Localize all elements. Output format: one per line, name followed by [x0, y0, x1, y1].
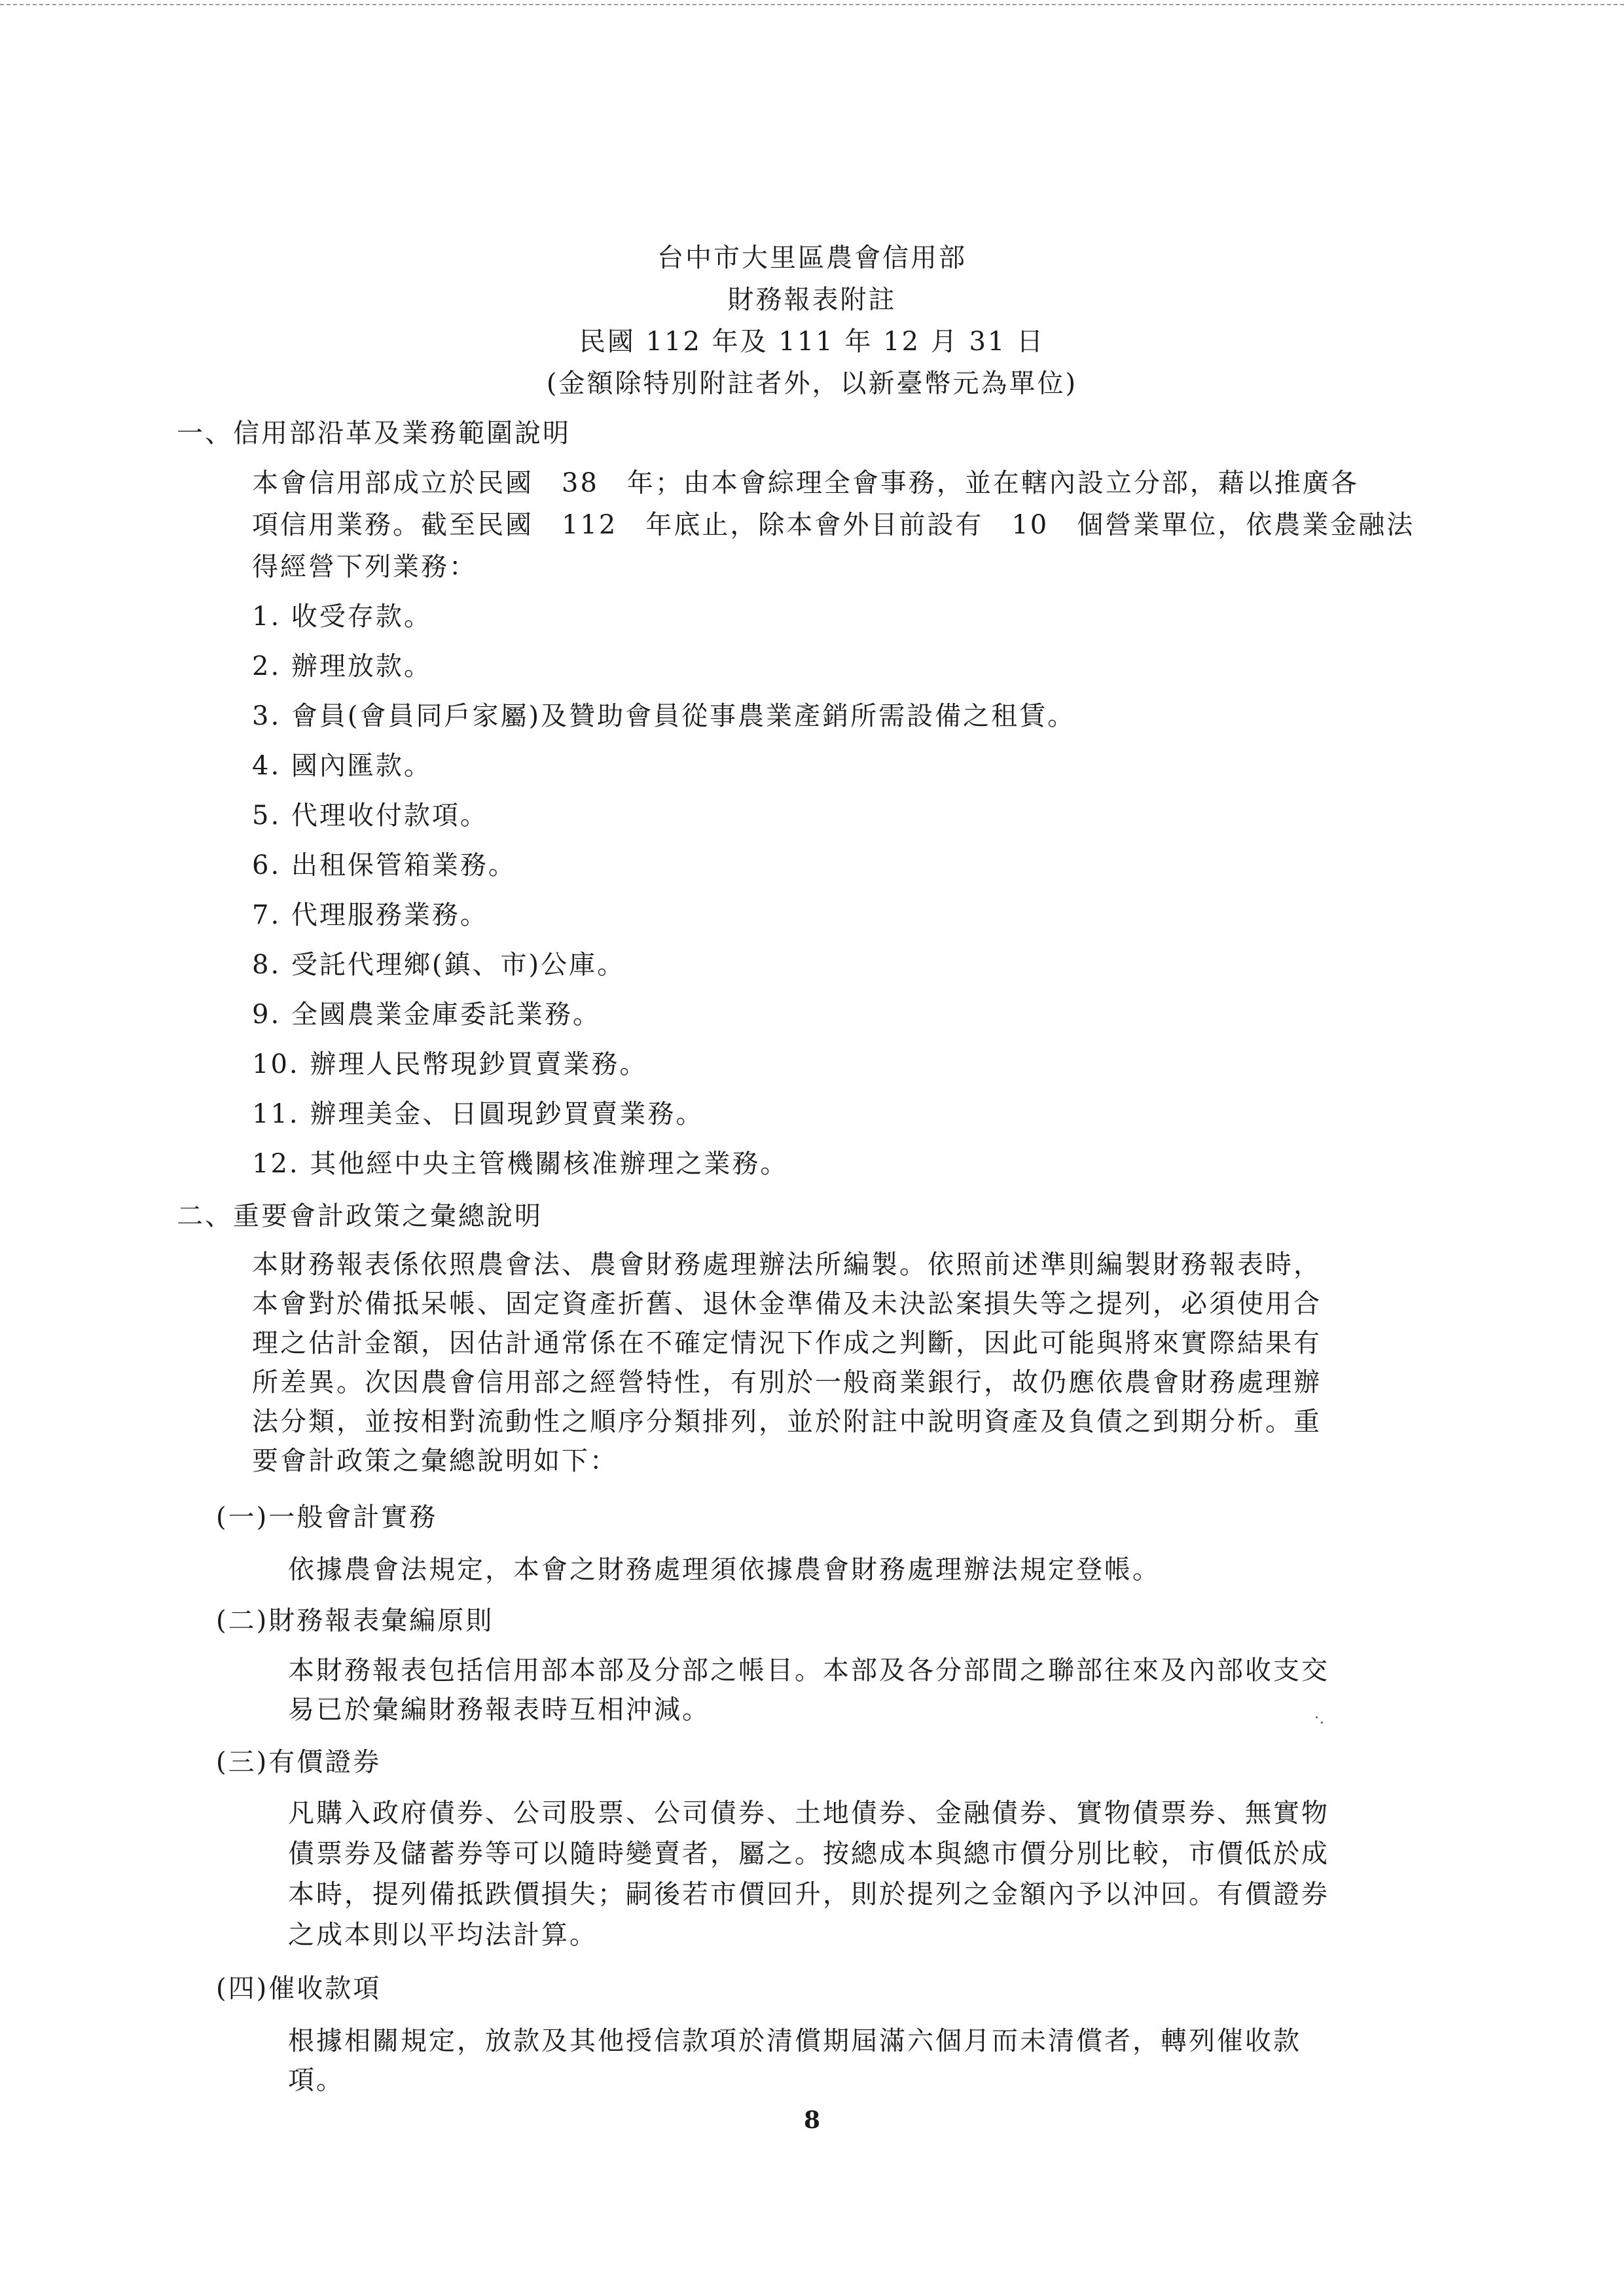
list-item: 2. 辦理放款。	[252, 651, 432, 681]
list-item: 12. 其他經中央主管機關核准辦理之業務。	[252, 1149, 789, 1179]
paragraph-line: 之成本則以平均法計算。	[288, 1920, 598, 1950]
paragraph-line: 依據農會法規定，本會之財務處理須依據農會財務處理辦法規定登帳。	[288, 1555, 1161, 1585]
report-title: 財務報表附註	[727, 285, 897, 315]
subsection-heading: (四)催收款項	[216, 1974, 382, 2004]
paragraph-line: 凡購入政府債券、公司股票、公司債券、土地債券、金融債券、實物債票券、無實物	[288, 1798, 1329, 1828]
paragraph-line: 本時，提列備抵跌價損失；嗣後若市價回升，則於提列之金額內予以沖回。有價證券	[288, 1879, 1329, 1909]
list-item: 5. 代理收付款項。	[252, 801, 488, 831]
currency-unit-note: (金額除特別附註者外，以新臺幣元為單位)	[546, 369, 1078, 399]
paragraph-line: 得經營下列業務：	[252, 552, 477, 582]
paragraph-line: 易已於彙編財務報表時互相沖減。	[288, 1695, 710, 1725]
subsection-heading: (二)財務報表彙編原則	[216, 1606, 494, 1636]
paragraph-line: 本財務報表係依照農會法、農會財務處理辦法所編製。依照前述準則編製財務報表時，	[252, 1250, 1322, 1280]
list-item: 10. 辦理人民幣現鈔買賣業務。	[252, 1049, 648, 1079]
subsection-heading: (三)有價證券	[216, 1747, 382, 1777]
list-item: 7. 代理服務業務。	[252, 900, 488, 930]
list-item: 1. 收受存款。	[252, 602, 432, 632]
paragraph-line: 本會對於備抵呆帳、固定資產折舊、退休金準備及未決訟案損失等之提列，必須使用合	[252, 1289, 1322, 1319]
list-item: 6. 出租保管箱業務。	[252, 850, 516, 880]
list-item: 9. 全國農業金庫委託業務。	[252, 1000, 601, 1030]
subsection-heading: (一)一般會計實務	[216, 1502, 438, 1532]
list-item: 11. 辦理美金、日圓現鈔買賣業務。	[252, 1099, 704, 1129]
section-heading: 一、信用部沿革及業務範圍說明	[177, 418, 571, 448]
paragraph-line: 本財務報表包括信用部本部及分部之帳目。本部及各分部間之聯部往來及內部收支交	[288, 1655, 1329, 1686]
section-heading: 二、重要會計政策之彙總說明	[177, 1201, 543, 1231]
paragraph-line: 根據相關規定，放款及其他授信款項於清償期屆滿六個月而未清償者，轉列催收款	[288, 2026, 1301, 2056]
list-item: 8. 受託代理鄉(鎮、市)公庫。	[252, 950, 626, 980]
org-name: 台中市大里區農會信用部	[657, 243, 967, 273]
paragraph-line: 債票券及儲蓄券等可以隨時變賣者，屬之。按總成本與總市價分別比較，市價低於成	[288, 1839, 1329, 1869]
paragraph-line: 項信用業務。截至民國 112 年底止，除本會外目前設有 10 個營業單位，依農業金融法	[252, 510, 1415, 540]
paragraph-line: 法分類，並按相對流動性之順序分類排列，並於附註中說明資產及負債之到期分析。重	[252, 1407, 1322, 1437]
paragraph-line: 要會計政策之彙總說明如下：	[252, 1446, 618, 1476]
paragraph-line: 項。	[288, 2065, 344, 2095]
paragraph-line: 理之估計金額，因估計通常係在不確定情況下作成之判斷，因此可能與將來實際結果有	[252, 1328, 1322, 1358]
paragraph-line: 所差異。次因農會信用部之經營特性，有別於一般商業銀行，故仍應依農會財務處理辦	[252, 1367, 1322, 1398]
page-number: 8	[803, 2106, 821, 2134]
paragraph-line: 本會信用部成立於民國 38 年；由本會綜理全會事務，並在轄內設立分部，藉以推廣各	[252, 468, 1359, 498]
report-date: 民國 112 年及 111 年 12 月 31 日	[579, 327, 1045, 357]
list-item: 3. 會員(會員同戶家屬)及贊助會員從事農業產銷所需設備之租賃。	[252, 701, 1076, 731]
list-item: 4. 國內匯款。	[252, 751, 432, 781]
